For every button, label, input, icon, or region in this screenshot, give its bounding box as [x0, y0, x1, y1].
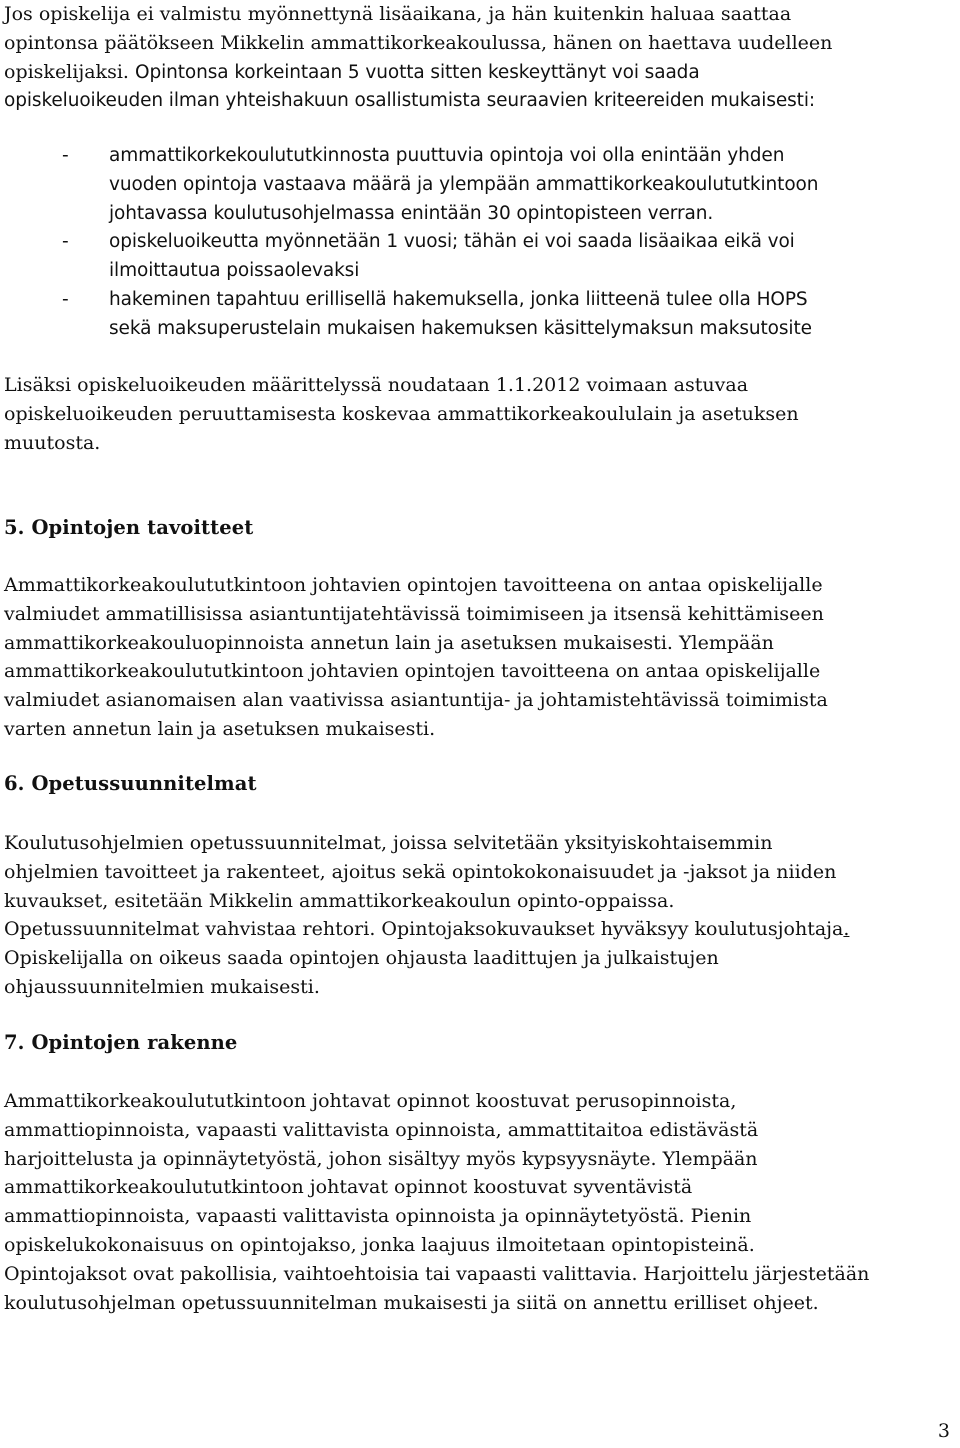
text-line: valmiudet ammatillisissa asiantuntijatehtävissä toimimiseen ja itsensä kehittämiseen — [4, 602, 824, 625]
text-line: valmiudet asianomaisen alan vaativissa asiantuntija- ja johtamistehtävissä toimimista — [4, 689, 828, 712]
text-line: opintonsa päätökseen Mikkelin ammattikorkeakoulussa, hänen on haettava uudelleen — [4, 31, 833, 54]
criteria-list — [62, 142, 952, 344]
text-line: opiskeluoikeuden ilman yhteishakuun osallistumista seuraavien kriteereiden mukaisesti: — [4, 90, 816, 112]
intro-paragraph — [4, 0, 954, 116]
text-line: ilmoittautua poissaolevaksi — [109, 260, 360, 282]
section-title: Opetussuunnitelmat — [31, 772, 257, 795]
list-item — [62, 142, 952, 228]
text-line: Lisäksi opiskeluoikeuden määrittelyssä noudataan 1.1.2012 voimaan astuvaa — [4, 374, 749, 396]
text-line: ammattikorkeakouluopinnoista annetun lain ja asetuksen mukaisesti. Ylempään — [4, 631, 774, 654]
text-line: opiskeluoikeutta myönnetään 1 vuosi; tähän ei voi saada lisäaikaa eikä voi — [109, 231, 795, 253]
list-dash: - — [62, 231, 69, 253]
text-line: ohjelmien tavoitteet ja rakenteet, ajoitus sekä opintokokonaisuudet ja -jaksot ja niiden — [4, 860, 837, 883]
section-number: 5. — [4, 516, 25, 539]
text-line: opiskelukokonaisuus on opintojakso, jonka laajuus ilmoitetaan opintopisteinä. — [4, 1233, 755, 1256]
underlined-period: . — [843, 918, 850, 941]
text-line: Opiskelijalla on oikeus saada opintojen ohjausta laadittujen ja julkaistujen — [4, 947, 719, 970]
list-dash: - — [62, 145, 69, 166]
text-line: johtavassa koulutusohjelmassa enintään 30 opintopisteen verran. — [109, 202, 714, 224]
text-line: ammattikorkeakoulututkintoon johtavien opintojen tavoitteena on antaa opiskelijalle — [4, 660, 821, 683]
list-dash: - — [62, 288, 69, 310]
section-title: Opintojen rakenne — [31, 1031, 238, 1054]
text-line: sekä maksuperustelain mukaisen hakemuksen käsittelymaksun maksutosite — [109, 317, 812, 339]
text-line: kuvaukset, esitetään Mikkelin ammattikorkeakoulun opinto-oppaissa. — [4, 889, 675, 912]
text-line: ammattiopinnoista, vapaasti valittavista opinnoista, ammattitaitoa edistävästä — [4, 1118, 759, 1141]
section-paragraph — [4, 829, 954, 1002]
text-line: ammattiopinnoista, vapaasti valittavista opinnoista ja opinnäytetyöstä. Pienin — [4, 1205, 752, 1228]
text-line — [4, 915, 954, 944]
text-line: Opintojaksot ovat pakollisia, vaihtoehtoisia tai vapaasti valittavia. Harjoittelu järjestetään — [4, 1262, 870, 1285]
section-heading — [4, 516, 253, 539]
section-heading — [4, 772, 257, 795]
text-line: muutosta. — [4, 431, 101, 454]
text-line — [4, 58, 954, 88]
text-line: Ammattikorkeakoulututkintoon johtavien opintojen tavoitteena on antaa opiskelijalle — [4, 574, 823, 596]
text-segment: Opetussuunnitelmat vahvistaa rehtori. Opintojaksokuvaukset hyväksyy koulutusjohtaja — [4, 918, 844, 941]
text-line: vuoden opintoja vastaava määrä ja ylempään ammattikorkeakoulututkintoon — [109, 173, 819, 195]
text-line: varten annetun lain ja asetuksen mukaisesti. — [4, 717, 436, 740]
text-line: opiskeluoikeuden peruuttamisesta koskevaa ammattikorkeakoululain ja asetuksen — [4, 402, 799, 425]
list-item — [62, 228, 952, 286]
section-paragraph — [4, 571, 954, 744]
text-line: hakeminen tapahtuu erillisellä hakemuksella, jonka liitteenä tulee olla HOPS — [109, 288, 808, 310]
text-line: Koulutusohjelmien opetussuunnitelmat, joissa selvitetään yksityiskohtaisemmin — [4, 832, 773, 854]
section-number: 7. — [4, 1031, 25, 1054]
text-line: ammattikorkekoulututkinnosta puuttuvia opintoja voi olla enintään yhden — [109, 145, 785, 166]
text-line: ohjaussuunnitelmien mukaisesti. — [4, 975, 320, 998]
section-paragraph — [4, 1087, 954, 1317]
text-line: koulutusohjelman opetussuunnitelman mukaisesti ja siitä on annettu erilliset ohjeet. — [4, 1291, 819, 1314]
text-line: harjoittelusta ja opinnäytetyöstä, johon sisältyy myös kypsyysnäyte. Ylempään — [4, 1147, 758, 1170]
text-line: Ammattikorkeakoulututkintoon johtavat opinnot koostuvat perusopinnoista, — [4, 1090, 737, 1112]
section-heading — [4, 1031, 237, 1054]
list-item — [62, 286, 952, 344]
page-number: 3 — [937, 1420, 950, 1442]
text-line: ammattikorkeakoulututkintoon johtavat opinnot koostuvat syventävistä — [4, 1176, 693, 1199]
additional-paragraph — [4, 371, 954, 457]
text-segment: opiskelijaksi. — [4, 60, 129, 83]
section-number: 6. — [4, 772, 25, 795]
text-line: Jos opiskelija ei valmistu myönnettynä lisäaikana, ja hän kuitenkin haluaa saattaa — [4, 3, 792, 25]
text-segment: Opintonsa korkeintaan 5 vuotta sitten keskeyttänyt voi saada — [135, 61, 700, 83]
section-title: Opintojen tavoitteet — [31, 516, 254, 539]
